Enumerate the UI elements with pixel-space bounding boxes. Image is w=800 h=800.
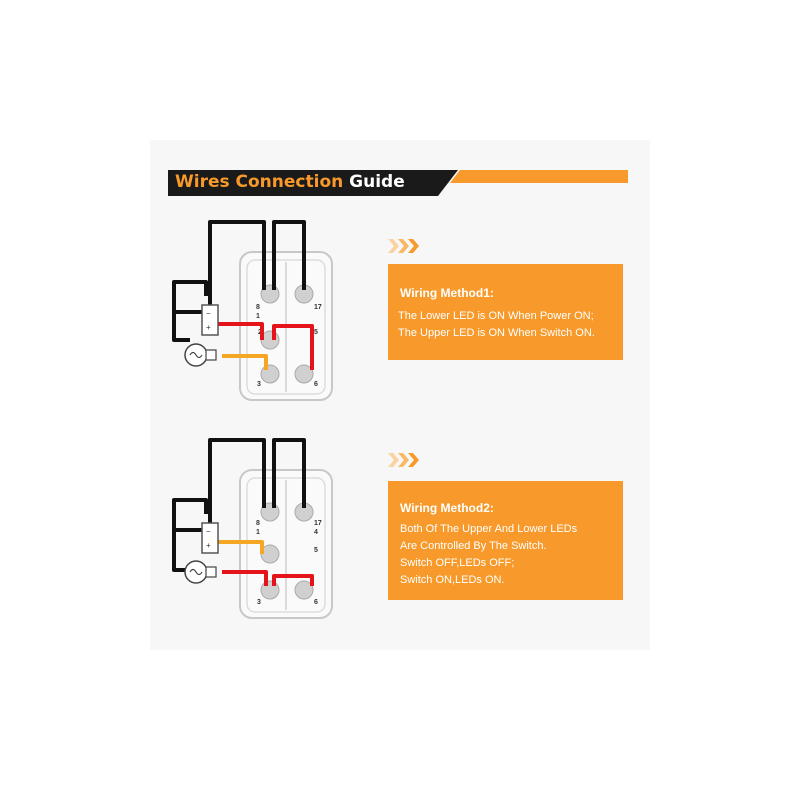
pin-label: 8: [256, 304, 260, 311]
method2-line: Both Of The Upper And Lower LEDs: [400, 523, 578, 535]
pin-label: 3: [257, 381, 261, 388]
title-orange: Wires Connection: [175, 172, 344, 192]
svg-text:+: +: [206, 323, 211, 332]
method1-line: The Lower LED is ON When Power ON;: [398, 310, 594, 322]
bulb-icon: [185, 561, 216, 583]
svg-text:−: −: [206, 527, 211, 536]
method2-line: Switch OFF,LEDs OFF;: [400, 557, 515, 569]
pin-label: 4: [314, 529, 318, 536]
method2-line: Are Controlled By The Switch.: [400, 540, 547, 552]
method1-line: The Upper LED is ON When Switch ON.: [398, 327, 595, 339]
wire-black: [174, 500, 206, 530]
fuse-icon: [202, 523, 218, 553]
pin-label: 17: [314, 304, 322, 311]
method2-line: Switch ON,LEDs ON.: [400, 574, 505, 586]
title-black: Guide: [349, 172, 405, 192]
method2-title: Wiring Method2:: [400, 501, 494, 515]
pin-label: 5: [314, 329, 318, 336]
pin-label: 5: [314, 547, 318, 554]
method1-title: Wiring Method1:: [400, 286, 494, 300]
pin-label: 6: [314, 599, 318, 606]
pin-label: 6: [314, 381, 318, 388]
pin-label: 3: [257, 599, 261, 606]
pin-label: 1: [256, 529, 260, 536]
svg-text:−: −: [206, 309, 211, 318]
pin-label: 1: [256, 313, 260, 320]
pin-label: 17: [314, 520, 322, 527]
pin-label: 2: [258, 329, 262, 336]
pin-label: 8: [256, 520, 260, 527]
svg-text:+: +: [206, 541, 211, 550]
